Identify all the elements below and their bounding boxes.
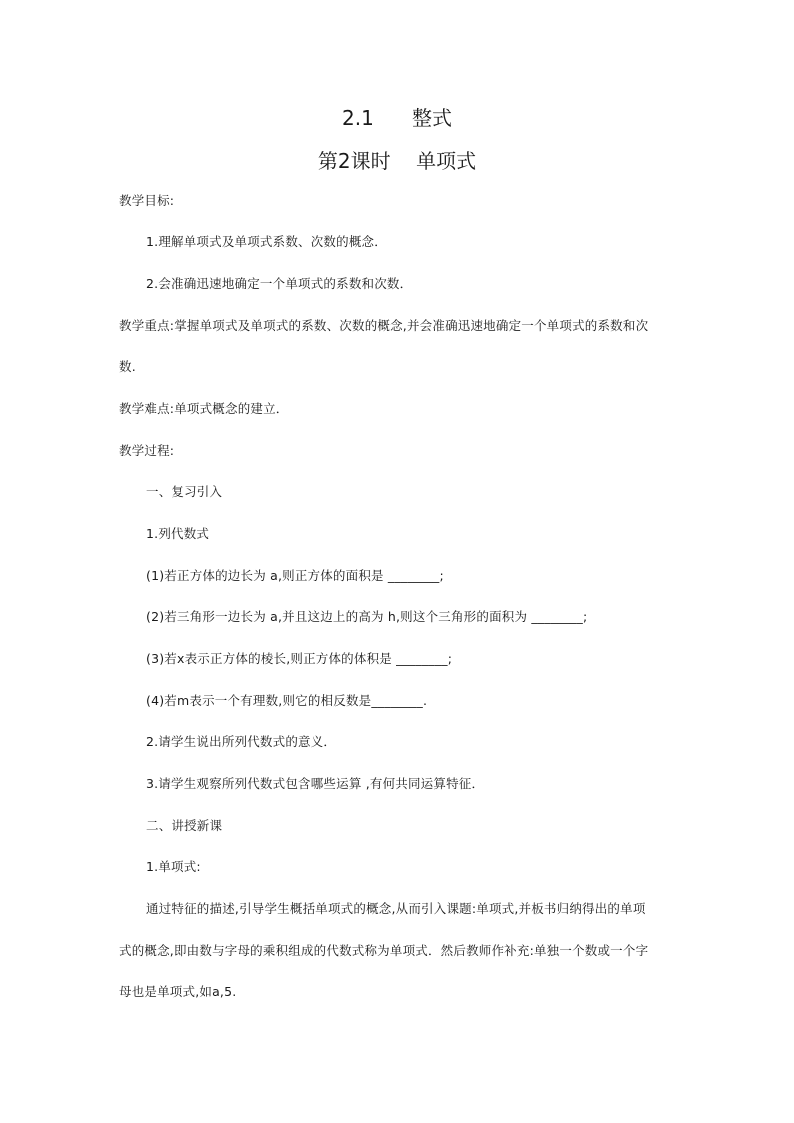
process-heading: 教学过程: <box>119 443 175 458</box>
section-title: 2.1 整式 <box>342 106 452 130</box>
section-2-heading: 二、讲授新课 <box>146 818 223 833</box>
paragraph-line-2: 式的概念,即由数与字母的乘积组成的代数式称为单项式．然后教师作补充:单独一个数或一个字 <box>119 943 649 958</box>
key-points-line-1: 教学重点:掌握单项式及单项式的系数、次数的概念,并会准确迅速地确定一个单项式的系数和次 <box>119 318 649 333</box>
paragraph-line-1: 通过特征的描述,引导学生概括单项式的概念,从而引入课题:单项式,并板书归纳得出的单项 <box>146 901 646 916</box>
section-2-sub-1: 1.单项式: <box>146 859 201 874</box>
question-3: (3)若x表示正方体的棱长,则正方体的体积是 ________; <box>146 651 453 666</box>
question-4: (4)若m表示一个有理数,则它的相反数是________. <box>146 693 428 708</box>
difficulty-text: 教学难点:单项式概念的建立． <box>119 401 289 416</box>
section-1-sub-3: 3.请学生观察所列代数式包含哪些运算 ,有何共同运算特征． <box>146 776 485 791</box>
section-1-sub-2: 2.请学生说出所列代数式的意义． <box>146 734 337 749</box>
question-2: (2)若三角形一边长为 a,并且这边上的高为 h,则这个三角形的面积为 ________; <box>146 609 588 624</box>
objectives-heading: 教学目标: <box>119 193 175 208</box>
key-points-line-2: 数. <box>119 359 136 374</box>
section-1-heading: 一、复习引入 <box>146 484 223 499</box>
objective-item-1: 1.理解单项式及单项式系数、次数的概念． <box>146 234 387 249</box>
paragraph-line-3: 母也是单项式,如a,5. <box>119 984 237 999</box>
lesson-title: 第2课时 单项式 <box>317 149 477 173</box>
question-1: (1)若正方体的边长为 a,则正方体的面积是 ________; <box>146 568 444 583</box>
objective-item-2: 2.会准确迅速地确定一个单项式的系数和次数． <box>146 276 413 291</box>
section-1-sub-1: 1.列代数式 <box>146 526 210 541</box>
